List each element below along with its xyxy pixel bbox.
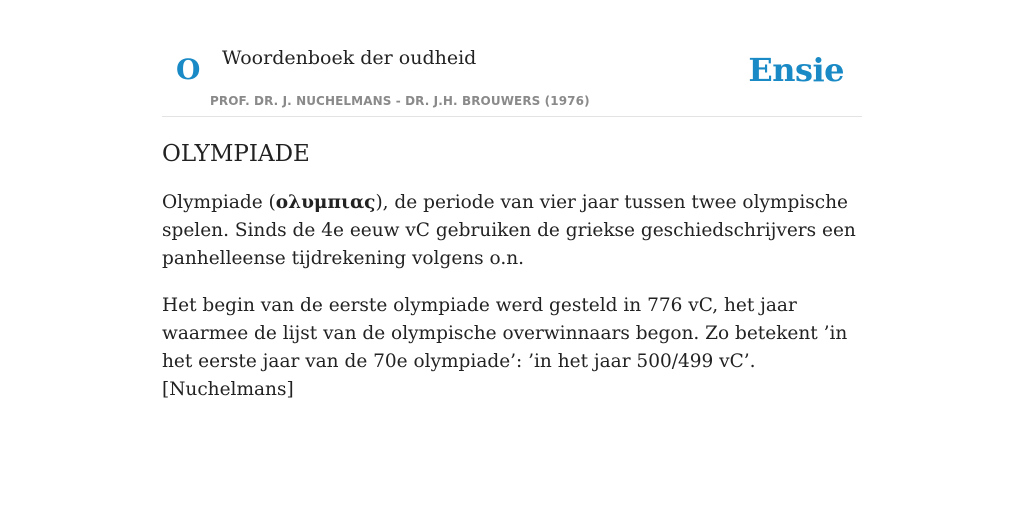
greek-term: ολυμπιας	[275, 192, 376, 213]
entry-paragraph-2: Het begin van de eerste olympiade werd gesteld in 776 vC, het jaar waarmee de lijst van de olympische overwinnaars begon. Zo betekent ’in het eerste jaar van de 70e olympiade’: ’in het jaar 500/499 vC’. [Nuchelmans]	[162, 295, 848, 400]
header	[162, 0, 862, 117]
paragraph-rest: ), de periode van vier jaar tussen twee olympische spelen. Sinds de 4e eeuw vC gebruiken de griekse geschiedschrijvers een panhelleense tijdrekening volgens o.n.	[162, 192, 856, 269]
entry-paragraph-1	[162, 189, 862, 273]
ensie-logo[interactable]: Ensie	[748, 51, 844, 89]
paragraph-lead: Olympiade (	[162, 192, 276, 213]
entry-content	[162, 138, 862, 423]
index-letter[interactable]: O	[176, 53, 201, 86]
entry-title: OLYMPIADE	[162, 141, 310, 167]
book-title[interactable]: Woordenboek der oudheid	[222, 47, 477, 69]
book-authors: PROF. DR. J. NUCHELMANS - DR. J.H. BROUWERS (1976)	[210, 94, 590, 108]
